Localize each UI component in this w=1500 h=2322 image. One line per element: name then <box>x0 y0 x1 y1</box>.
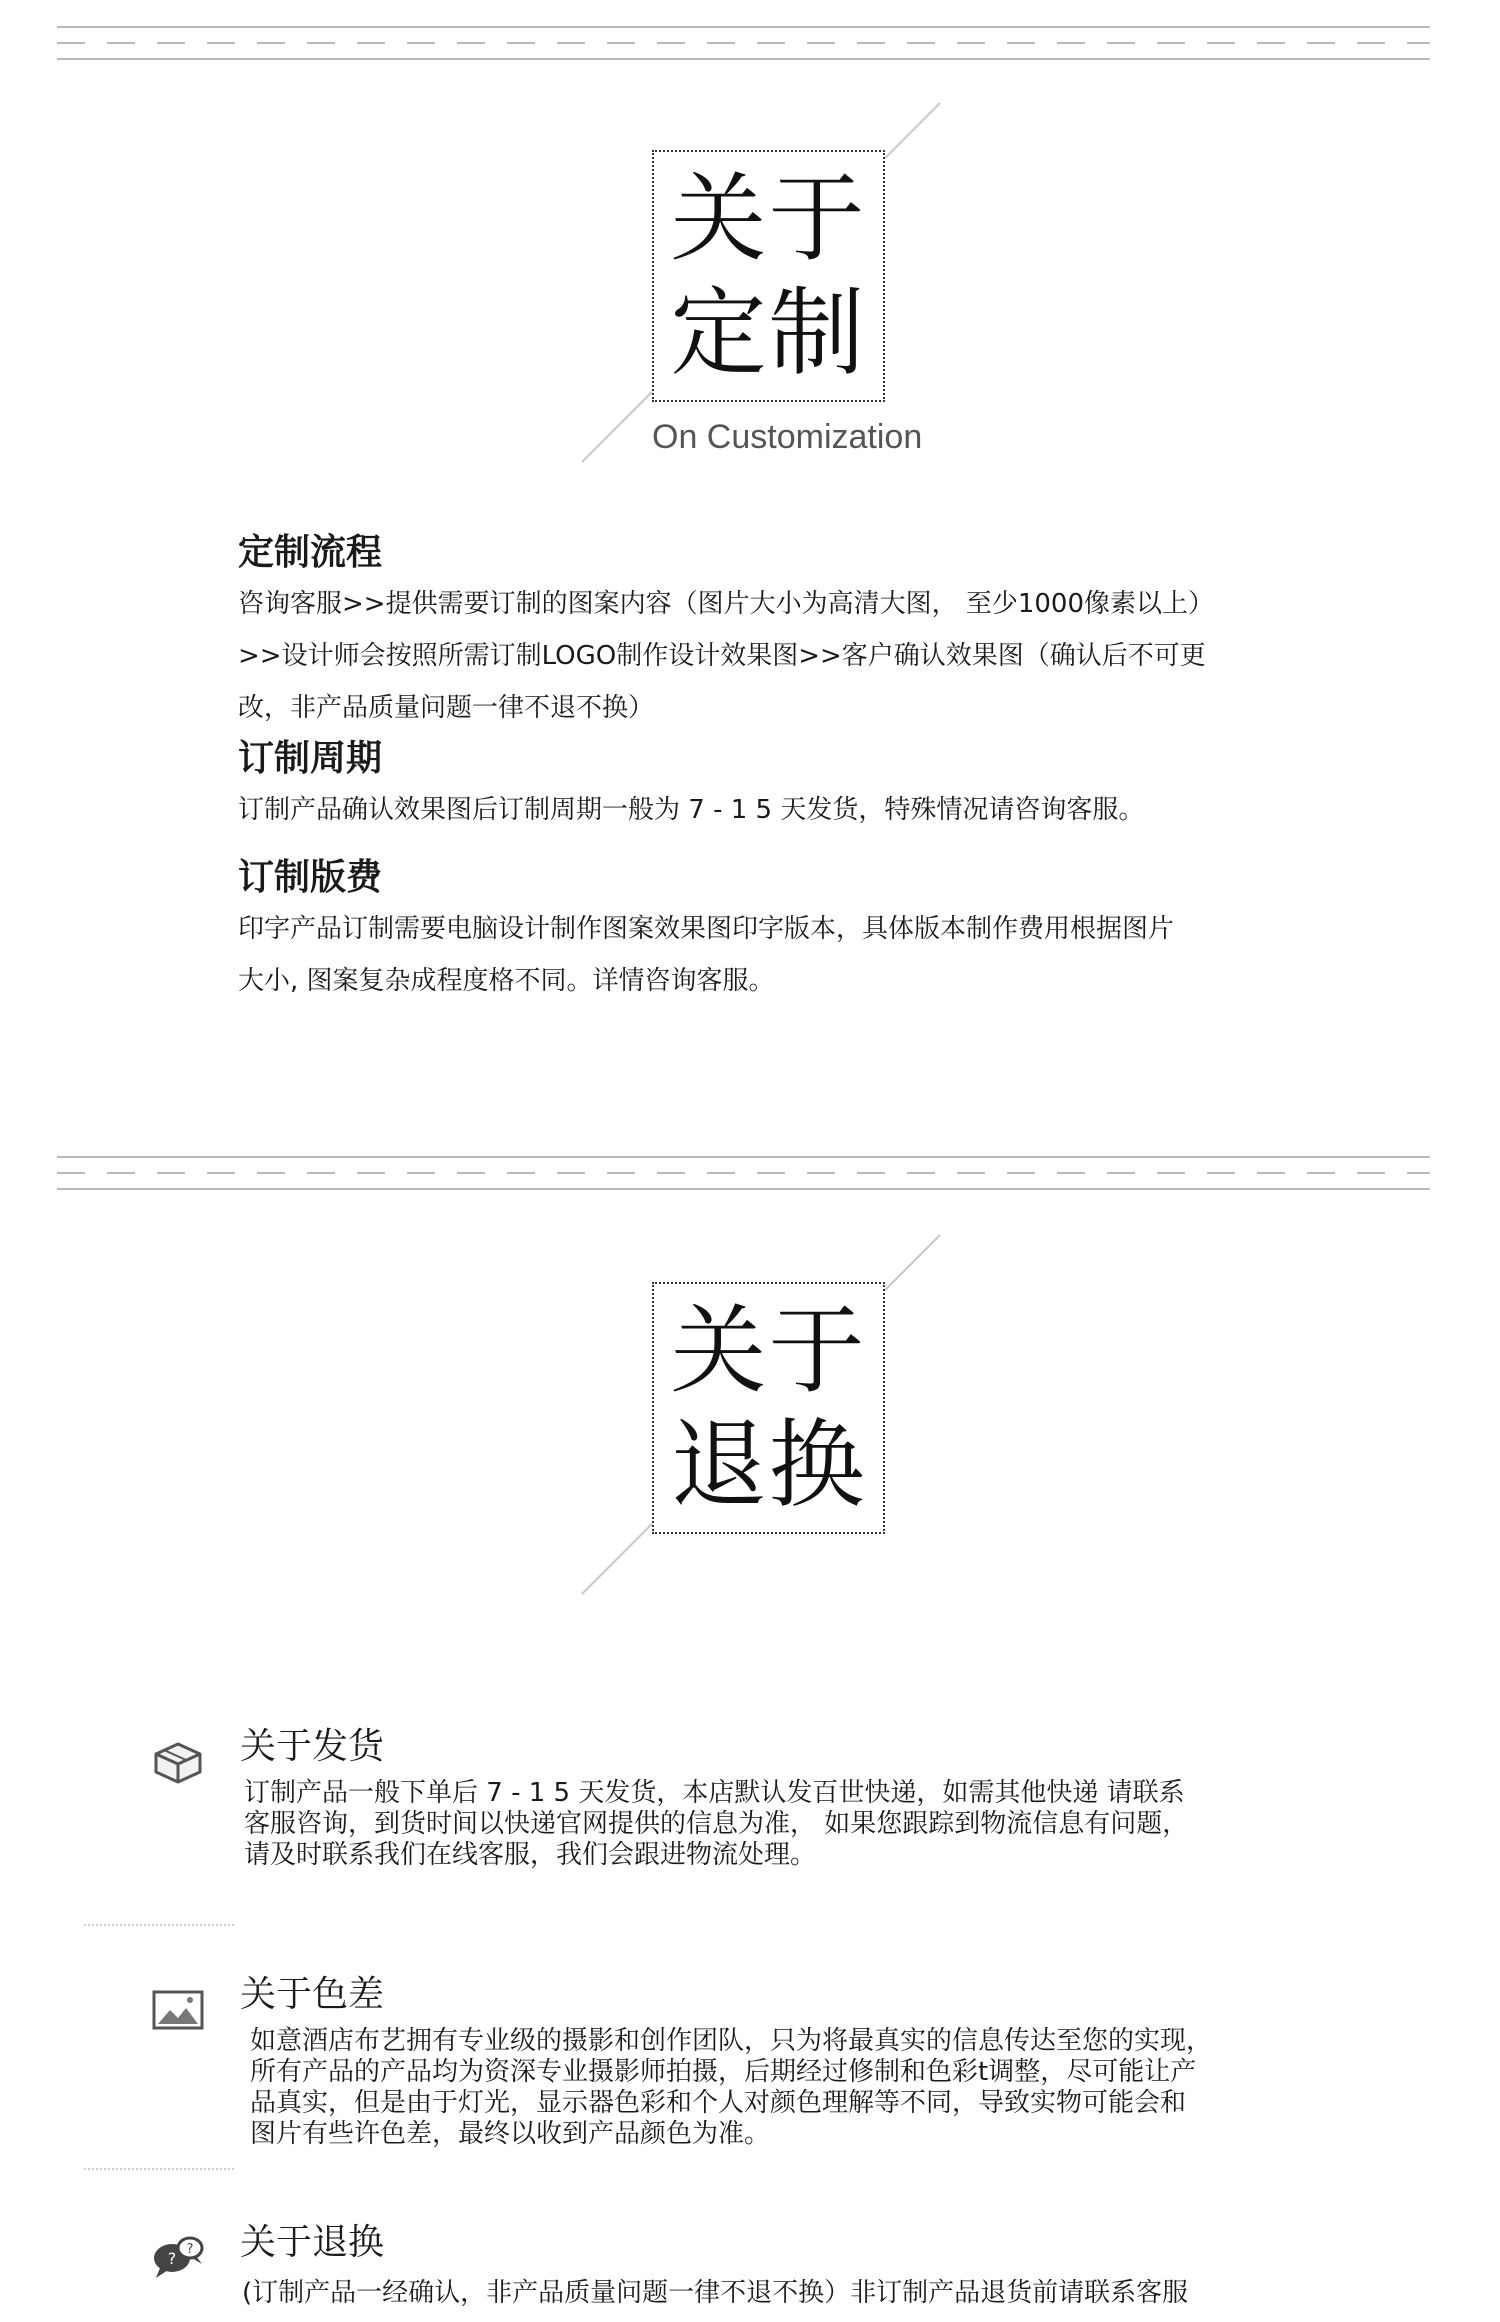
dotted-separator <box>84 2168 234 2170</box>
section-line: 大小, 图案复杂成程度格不同。详情咨询客服。 <box>238 966 775 996</box>
customization-title-box <box>652 150 885 402</box>
box-icon <box>150 1736 206 1786</box>
section-line: 订制产品确认效果图后订制周期一般为 7 - 1 5 天发货，特殊情况请咨询客服。 <box>238 795 1145 825</box>
section-line: >>设计师会按照所需订制LOGO制作设计效果图>>客户确认效果图（确认后不可更 <box>238 641 1206 671</box>
section-line: 咨询客服>>提供需要订制的图案内容（图片大小为高清大图， 至少1000像素以上） <box>238 589 1215 619</box>
customization-process-section <box>238 528 1358 734</box>
dotted-separator <box>84 1924 234 1926</box>
item-line: 订制产品一般下单后 7 - 1 5 天发货，本店默认发百世快递，如需其他快递 请联系 <box>244 1778 1185 1808</box>
section-heading: 订制周期 <box>238 738 383 779</box>
title-line-1: 关于 <box>670 1295 867 1407</box>
svg-text:?: ? <box>186 2242 194 2257</box>
chat-bubbles-icon <box>150 2232 206 2282</box>
color-difference-info <box>150 1970 1330 2170</box>
returns-title-block <box>560 1232 980 1572</box>
shipping-info <box>150 1722 1330 1922</box>
item-line: 客服咨询，到货时间以快递官网提供的信息为准， 如果您跟踪到物流信息有问题， <box>244 1809 1189 1839</box>
title-line-2: 退换 <box>670 1409 867 1521</box>
english-subtitle: On Customization <box>652 418 923 456</box>
item-heading: 关于退换 <box>240 2222 385 2263</box>
item-line: 品真实，但是由于灯光，显示器色彩和个人对颜色理解等不同，导致实物可能会和 <box>250 2088 1187 2118</box>
section-line: 改，非产品质量问题一律不退不换） <box>238 693 655 723</box>
section-line: 印字产品订制需要电脑设计制作图案效果图印字版本，具体版本制作费用根据图片 <box>238 914 1175 944</box>
top-divider <box>57 26 1430 66</box>
item-body <box>242 2278 1312 2309</box>
customization-period-section <box>238 734 1358 836</box>
customization-title-block <box>560 100 980 456</box>
middle-divider <box>57 1156 1430 1196</box>
section-heading: 定制流程 <box>238 532 383 573</box>
item-body <box>244 1778 1314 1871</box>
item-line: 图片有些许色差，最终以收到产品颜色为准。 <box>250 2119 771 2149</box>
item-line: 请及时联系我们在线客服，我们会跟进物流处理。 <box>244 1840 817 1870</box>
item-heading: 关于发货 <box>240 1726 385 1767</box>
returns-exchange-info <box>150 2218 1330 2322</box>
customization-fee-section <box>238 853 1358 1007</box>
svg-text:?: ? <box>167 2249 177 2268</box>
image-icon <box>150 1984 206 2034</box>
item-heading: 关于色差 <box>240 1974 385 2015</box>
title-line-1: 关于 <box>670 163 867 275</box>
section-heading: 订制版费 <box>238 857 383 898</box>
item-line: (订制产品一经确认，非产品质量问题一律不退不换）非订制产品退货前请联系客服 <box>242 2278 1189 2308</box>
item-body <box>250 2026 1320 2150</box>
returns-title-box <box>652 1282 885 1534</box>
item-line: 所有产品的产品均为资深专业摄影师拍摄，后期经过修制和色彩t调整，尽可能让产 <box>250 2057 1197 2087</box>
title-line-2: 定制 <box>670 277 867 389</box>
item-line: 如意酒店布艺拥有专业级的摄影和创作团队，只为将最真实的信息传达至您的实现， <box>250 2026 1213 2056</box>
